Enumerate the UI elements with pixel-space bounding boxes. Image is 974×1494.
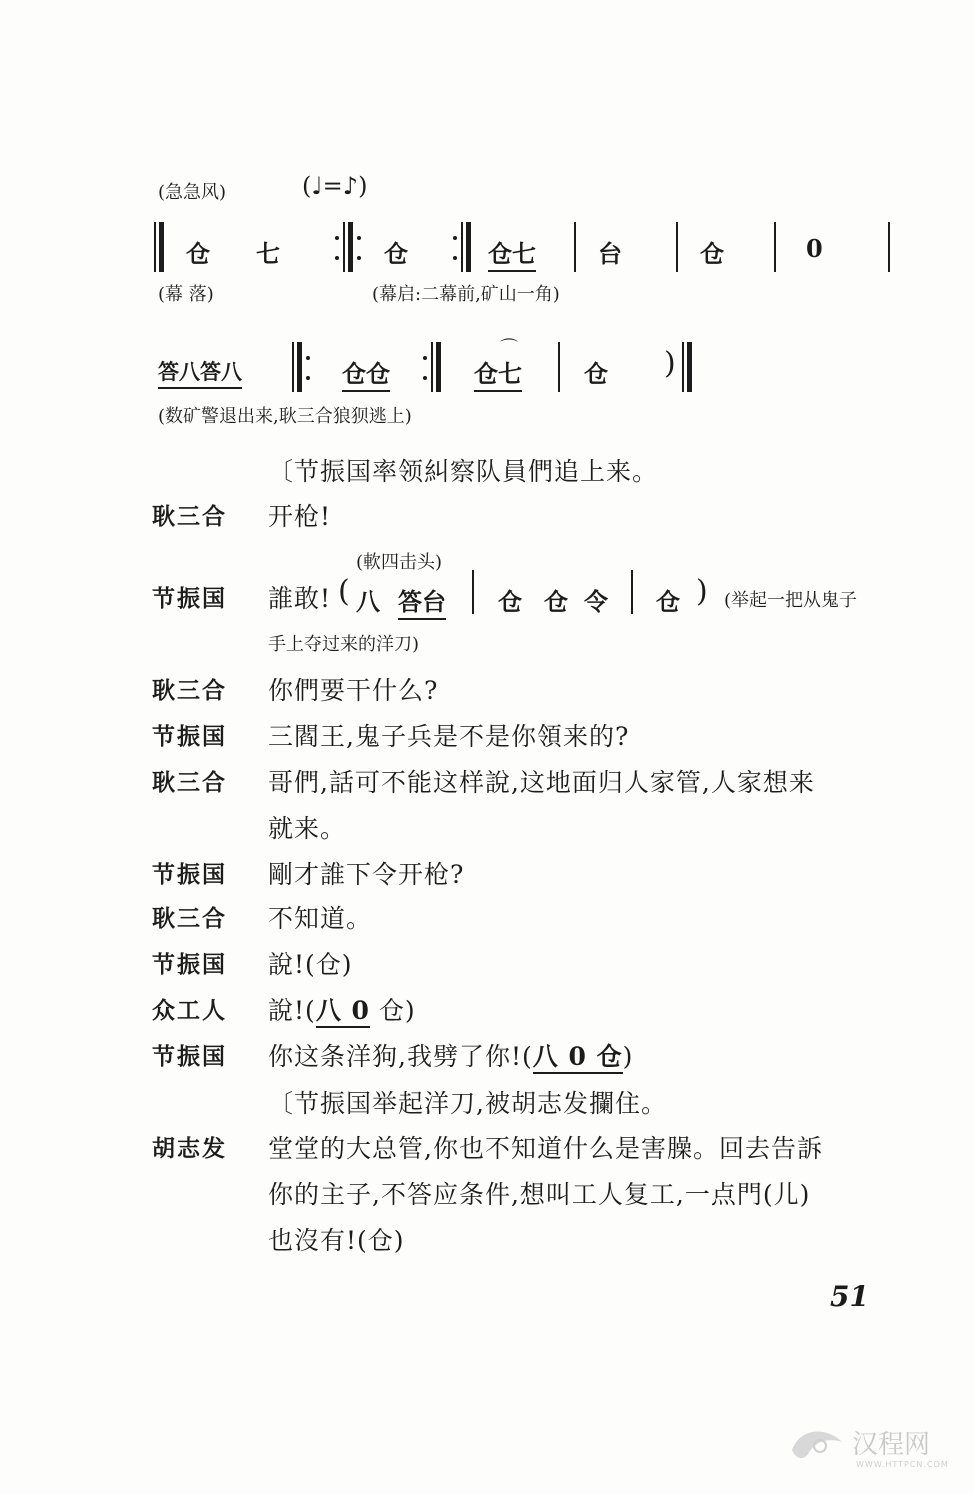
dialogue: 你这条洋狗,我劈了你!(八 0 仓) xyxy=(268,1037,633,1073)
stage-note: (幕 落) xyxy=(158,284,214,305)
barline xyxy=(431,342,433,392)
speaker: 耿三合 xyxy=(152,906,227,932)
watermark-logo-icon xyxy=(786,1420,848,1466)
stage-note: (幕启:二幕前,矿山一角) xyxy=(372,284,560,305)
speaker: 胡志发 xyxy=(152,1136,227,1162)
barline xyxy=(676,222,678,272)
repeat-dots xyxy=(423,356,427,380)
speaker: 节振国 xyxy=(152,952,227,978)
note: 答八答八 xyxy=(158,356,242,389)
note: 八 xyxy=(532,1042,559,1071)
note: 仓 xyxy=(656,587,680,616)
speaker: 节振国 xyxy=(152,1044,227,1070)
dialogue: 不知道。 xyxy=(268,904,373,933)
note: 仓七 xyxy=(488,234,536,272)
barline xyxy=(154,222,156,272)
barline xyxy=(682,342,684,392)
speaker: 节振国 xyxy=(152,586,227,612)
stage-direction: 〔节振国率领糾察队員們追上来。 xyxy=(268,457,659,486)
note: 0 xyxy=(806,234,823,263)
dialogue: 也沒有!(仓) xyxy=(268,1226,405,1255)
note: 仓 xyxy=(584,359,608,388)
dialogue: 說!(仓) xyxy=(268,950,353,979)
repeat-dots xyxy=(357,236,361,260)
dialogue: 开枪! xyxy=(268,502,332,531)
barline xyxy=(687,342,692,392)
dialogue-text: 說!( xyxy=(268,996,316,1025)
speaker: 众工人 xyxy=(152,998,227,1024)
speaker: 节振国 xyxy=(152,724,227,750)
note: 仓 xyxy=(186,239,210,268)
dialogue-text: 你这条洋狗,我劈了你!( xyxy=(268,1042,533,1071)
note: 仓七 xyxy=(474,354,522,392)
tempo-mark: (♩=♪) xyxy=(302,172,368,200)
stage-note: 手上夺过来的洋刀) xyxy=(268,634,420,655)
note: 0 xyxy=(351,996,370,1025)
note: 仓仓 xyxy=(342,354,390,392)
speaker: 节振国 xyxy=(152,862,227,888)
note: 仓 xyxy=(596,1042,623,1071)
note: 仓 xyxy=(378,996,405,1025)
stage-note: (举起一把从鬼子 xyxy=(724,590,858,611)
dialogue: 剛才誰下令开枪? xyxy=(268,860,465,889)
speaker: 耿三合 xyxy=(152,770,227,796)
barline xyxy=(436,342,441,392)
barline xyxy=(558,342,560,392)
dialogue: 你們要干什么? xyxy=(268,676,439,705)
note: 仓 xyxy=(544,587,568,616)
barline xyxy=(574,222,576,272)
barline xyxy=(774,222,776,272)
repeat-dots xyxy=(306,356,310,380)
barline xyxy=(888,222,890,272)
repeat-dots xyxy=(453,236,457,260)
stage-direction: 〔节振国举起洋刀,被胡志发攔住。 xyxy=(268,1089,667,1118)
open-paren-icon: ( xyxy=(338,574,350,609)
stage-note: (数矿警退出来,耿三合狼狈逃上) xyxy=(158,406,412,427)
watermark-text: 汉程网 xyxy=(852,1430,931,1460)
close-paren-icon: ) xyxy=(664,346,676,381)
barline xyxy=(631,570,633,614)
score-notes xyxy=(316,996,370,1028)
note: 仓 xyxy=(700,239,724,268)
page-number: 51 xyxy=(830,1280,869,1313)
note: 八 xyxy=(356,587,380,616)
close-paren-icon: ) xyxy=(696,574,708,609)
score-notes xyxy=(533,1042,623,1074)
barline xyxy=(461,222,463,272)
dialogue: 說!(八 0 仓) xyxy=(268,991,416,1027)
note: 台 xyxy=(598,239,622,268)
dialogue: 誰敢! xyxy=(268,584,332,613)
note: 七 xyxy=(256,239,280,268)
barline xyxy=(343,222,345,272)
note: 0 xyxy=(568,1042,587,1071)
score-label: (軟四击头) xyxy=(356,552,443,573)
note: 令 xyxy=(584,587,608,616)
repeat-dots xyxy=(335,236,339,260)
barline xyxy=(292,342,294,392)
speaker: 耿三合 xyxy=(152,504,227,530)
barline xyxy=(348,222,353,272)
barline xyxy=(472,570,474,614)
barline xyxy=(466,222,471,272)
dialogue: 哥們,話可不能这样說,这地面归人家管,人家想来 xyxy=(268,768,815,797)
note: 八 xyxy=(315,996,342,1025)
fermata-icon: ⌒ xyxy=(500,338,518,359)
dialogue: 你的主子,不答应条件,想叫工人复工,一点門(儿) xyxy=(268,1180,811,1209)
note: 答台 xyxy=(398,582,446,620)
barline xyxy=(159,222,164,272)
dialogue: 就来。 xyxy=(268,814,347,843)
tempo-label: (急急风) xyxy=(158,182,227,203)
watermark-url: WWW.HTTPCN.COM xyxy=(856,1460,949,1469)
dialogue: 堂堂的大总管,你也不知道什么是害臊。回去告訴 xyxy=(268,1134,823,1163)
note: 仓 xyxy=(384,239,408,268)
dialogue: 三閻王,鬼子兵是不是你領来的? xyxy=(268,722,630,751)
note: 仓 xyxy=(498,587,522,616)
barline xyxy=(297,342,302,392)
speaker: 耿三合 xyxy=(152,678,227,704)
